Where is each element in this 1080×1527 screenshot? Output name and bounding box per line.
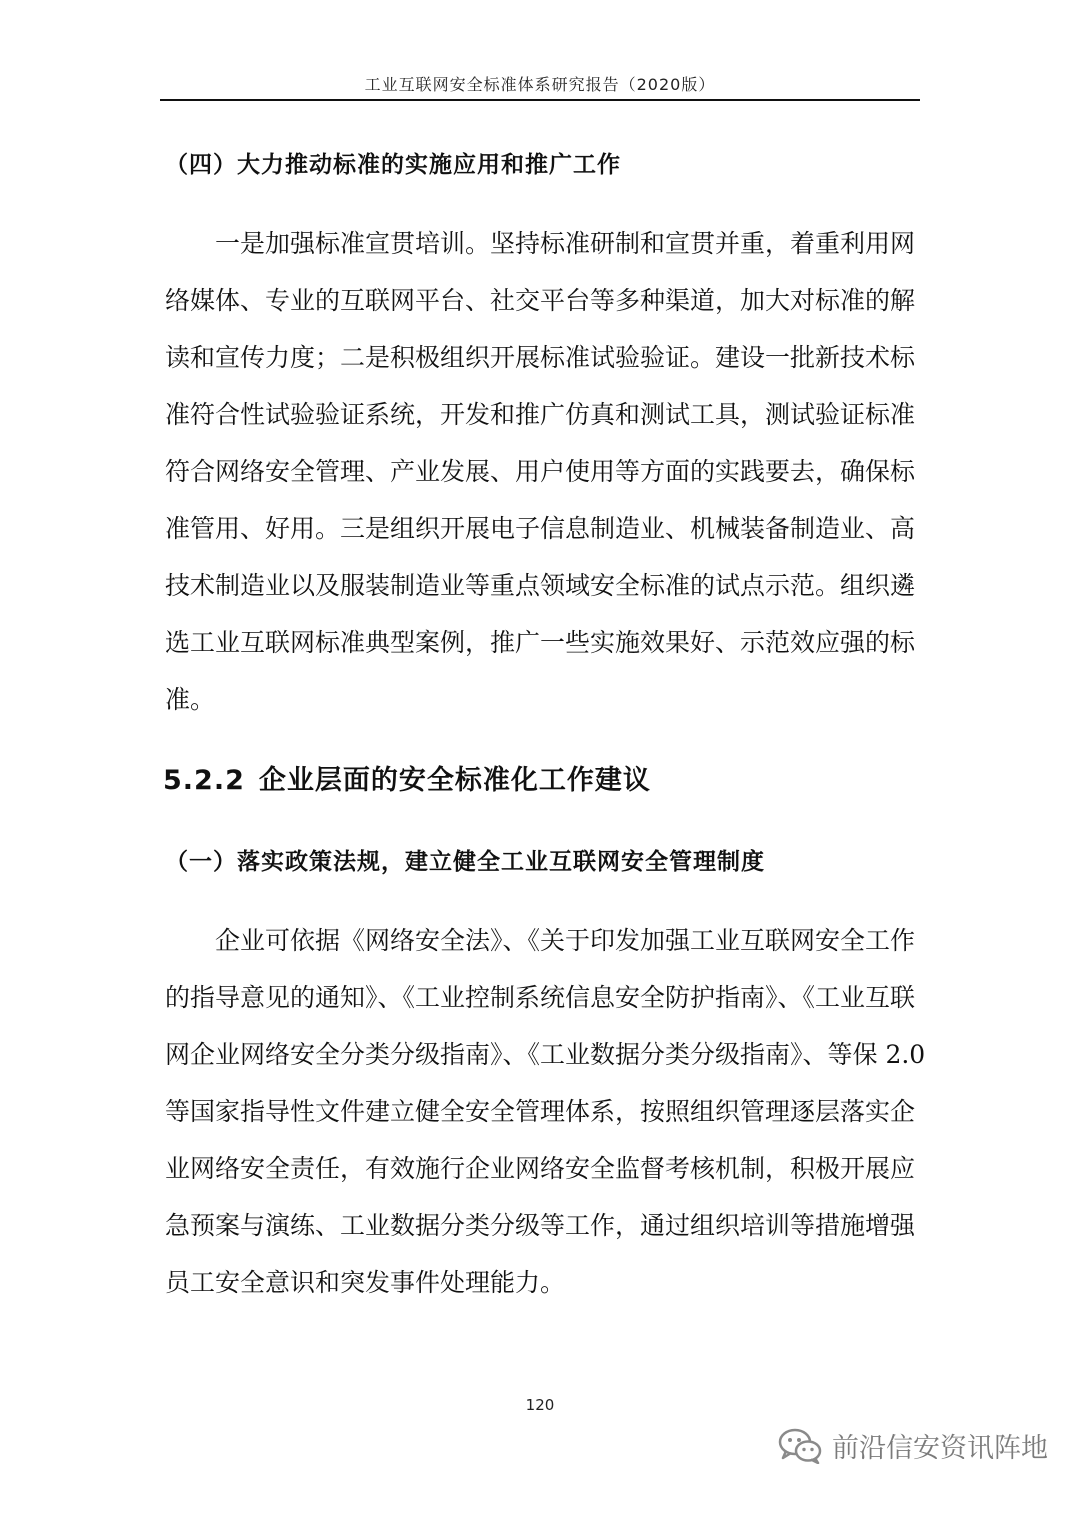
- paragraph-line: 网企业网络安全分类分级指南》、《工业数据分类分级指南》、等保 2.0: [165, 1040, 926, 1069]
- header-rule: [160, 99, 920, 101]
- paragraph-line: 业网络安全责任，有效施行企业网络安全监督考核机制，积极开展应: [165, 1154, 916, 1183]
- paragraph-line: 员工安全意识和突发事件处理能力。: [165, 1268, 566, 1297]
- subheading-1: （一）落实政策法规，建立健全工业互联网安全管理制度: [165, 849, 765, 875]
- section-heading: [163, 758, 651, 797]
- paragraph-line: 选工业互联网标准典型案例，推广一些实施效果好、示范效应强的标: [165, 628, 916, 657]
- paragraph-standards-promotion: [165, 215, 925, 728]
- paragraph-line: 络媒体、专业的互联网平台、社交平台等多种渠道，加大对标准的解: [165, 286, 916, 315]
- paragraph-line: 的指导意见的通知》、《工业控制系统信息安全防护指南》、《工业互联: [165, 983, 916, 1012]
- section-title: 企业层面的安全标准化工作建议: [258, 765, 651, 796]
- paragraph-line: 读和宣传力度；二是积极组织开展标准试验验证。建设一批新技术标: [165, 343, 916, 372]
- paragraph-line: 技术制造业以及服装制造业等重点领域安全标准的试点示范。组织遴: [165, 571, 916, 600]
- paragraph-line: 符合网络安全管理、产业发展、用户使用等方面的实践要去，确保标: [165, 457, 916, 486]
- paragraph-enterprise-policy: [165, 912, 925, 1311]
- page-number: 120: [525, 1396, 555, 1414]
- paragraph-line: 等国家指导性文件建立健全安全管理体系，按照组织管理逐层落实企: [165, 1097, 916, 1126]
- running-header: 工业互联网安全标准体系研究报告（2020版）: [364, 75, 716, 94]
- paragraph-line: 一是加强标准宣贯培训。坚持标准研制和宣贯并重，着重利用网: [215, 229, 916, 258]
- watermark-text: 前沿信安资讯阵地: [832, 1433, 1048, 1464]
- paragraph-line: 准。: [165, 685, 216, 714]
- wechat-icon: [778, 1428, 822, 1464]
- wechat-watermark: [778, 1426, 1048, 1465]
- paragraph-line: 急预案与演练、工业数据分类分级等工作，通过组织培训等措施增强: [165, 1211, 916, 1240]
- subheading-4: （四）大力推动标准的实施应用和推广工作: [165, 152, 621, 178]
- section-number: 5.2.2: [163, 765, 245, 796]
- paragraph-line: 准符合性试验验证系统，开发和推广仿真和测试工具，测试验证标准: [165, 400, 916, 429]
- paragraph-line: 企业可依据《网络安全法》、《关于印发加强工业互联网安全工作: [215, 926, 916, 955]
- paragraph-line: 准管用、好用。三是组织开展电子信息制造业、机械装备制造业、高: [165, 514, 916, 543]
